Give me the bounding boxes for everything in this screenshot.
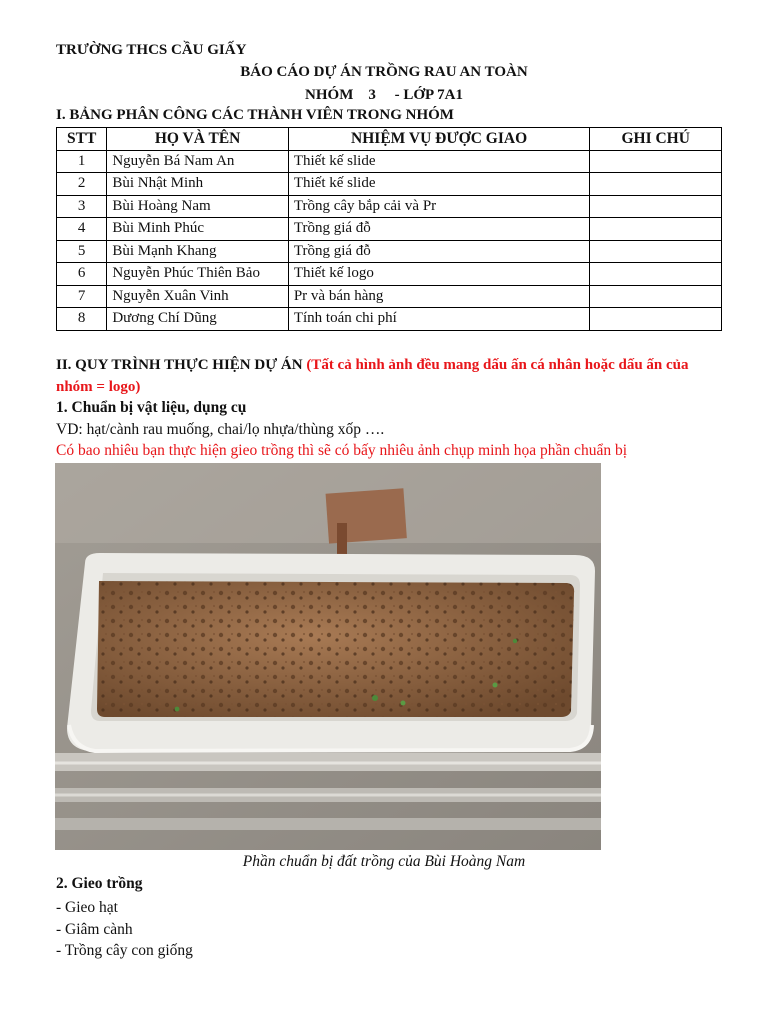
table-row	[57, 285, 722, 308]
table-row	[57, 240, 722, 263]
soil-preparation-photo	[55, 463, 601, 850]
cell-stt: 2	[57, 173, 107, 196]
column-header-note: GHI CHÚ	[590, 128, 722, 151]
member-assignment-table	[56, 127, 722, 331]
cell-stt: 6	[57, 263, 107, 286]
cell-note	[590, 240, 722, 263]
section1-heading: I. BẢNG PHÂN CÔNG CÁC THÀNH VIÊN TRONG NHÓM	[56, 107, 454, 123]
class-label: - LỚP 7A1	[394, 87, 463, 103]
example-text: VD: hạt/cành rau muống, chai/lọ nhựa/thùng xốp ….	[56, 421, 385, 438]
cell-task: Pr và bán hàng	[288, 285, 590, 308]
cell-task: Tính toán chi phí	[288, 308, 590, 331]
cell-name: Dương Chí Dũng	[107, 308, 289, 331]
planter-illustration	[55, 463, 601, 850]
report-title: BÁO CÁO DỰ ÁN TRỒNG RAU AN TOÀN	[240, 64, 528, 80]
cell-note	[590, 218, 722, 241]
table-row	[57, 218, 722, 241]
cell-stt: 5	[57, 240, 107, 263]
cell-name: Nguyễn Xuân Vinh	[107, 285, 289, 308]
table-row	[57, 195, 722, 218]
section2-heading	[56, 354, 724, 398]
step1-title: 1. Chuẩn bị vật liệu, dụng cụ	[56, 399, 247, 416]
cell-stt: 8	[57, 308, 107, 331]
table-row	[57, 150, 722, 173]
group-label: NHÓM	[305, 87, 354, 103]
cell-task: Trồng giá đỗ	[288, 218, 590, 241]
planting-methods-list	[56, 897, 193, 962]
cell-stt: 7	[57, 285, 107, 308]
cell-name: Nguyễn Phúc Thiên Bảo	[107, 263, 289, 286]
cell-note	[590, 308, 722, 331]
cell-stt: 3	[57, 195, 107, 218]
table-row	[57, 263, 722, 286]
cell-name: Bùi Nhật Minh	[107, 173, 289, 196]
column-header-name: HỌ VÀ TÊN	[107, 128, 289, 151]
cell-name: Nguyễn Bá Nam An	[107, 150, 289, 173]
cell-stt: 1	[57, 150, 107, 173]
cell-note	[590, 285, 722, 308]
school-name: TRƯỜNG THCS CẦU GIẤY	[56, 42, 247, 58]
column-header-stt: STT	[57, 128, 107, 151]
cell-task: Trồng giá đỗ	[288, 240, 590, 263]
cell-name: Bùi Hoàng Nam	[107, 195, 289, 218]
table-body	[57, 150, 722, 330]
cell-note	[590, 195, 722, 218]
list-item: - Trồng cây con giống	[56, 942, 193, 959]
table-header-row	[57, 128, 722, 151]
column-header-task: NHIỆM VỤ ĐƯỢC GIAO	[288, 128, 590, 151]
group-number: 3	[368, 87, 376, 103]
cell-task: Trồng cây bắp cải và Pr	[288, 195, 590, 218]
cell-task: Thiết kế slide	[288, 173, 590, 196]
table-row	[57, 308, 722, 331]
section2-title: II. QUY TRÌNH THỰC HIỆN DỰ ÁN	[56, 357, 303, 373]
step2-title: 2. Gieo trồng	[56, 875, 143, 892]
cell-name: Bùi Minh Phúc	[107, 218, 289, 241]
cell-note	[590, 173, 722, 196]
table-row	[57, 173, 722, 196]
photo-caption: Phần chuẩn bị đất trồng của Bùi Hoàng Nam	[242, 853, 526, 870]
cell-note	[590, 263, 722, 286]
list-item: - Giâm cành	[56, 920, 133, 938]
list-item: - Gieo hạt	[56, 899, 118, 916]
cell-name: Bùi Mạnh Khang	[107, 240, 289, 263]
cell-task: Thiết kế slide	[288, 150, 590, 173]
group-class-line	[0, 87, 768, 104]
instruction-text: Có bao nhiêu bạn thực hiện gieo trồng thì sẽ có bấy nhiêu ảnh chụp minh họa phần chuẩn bị	[56, 442, 628, 459]
cell-note	[590, 150, 722, 173]
cell-task: Thiết kế logo	[288, 263, 590, 286]
cell-stt: 4	[57, 218, 107, 241]
section2-note: (Tất cả hình ảnh đều mang dấu ấn cá nhân hoặc dấu ấn của nhóm = logo)	[56, 357, 689, 395]
